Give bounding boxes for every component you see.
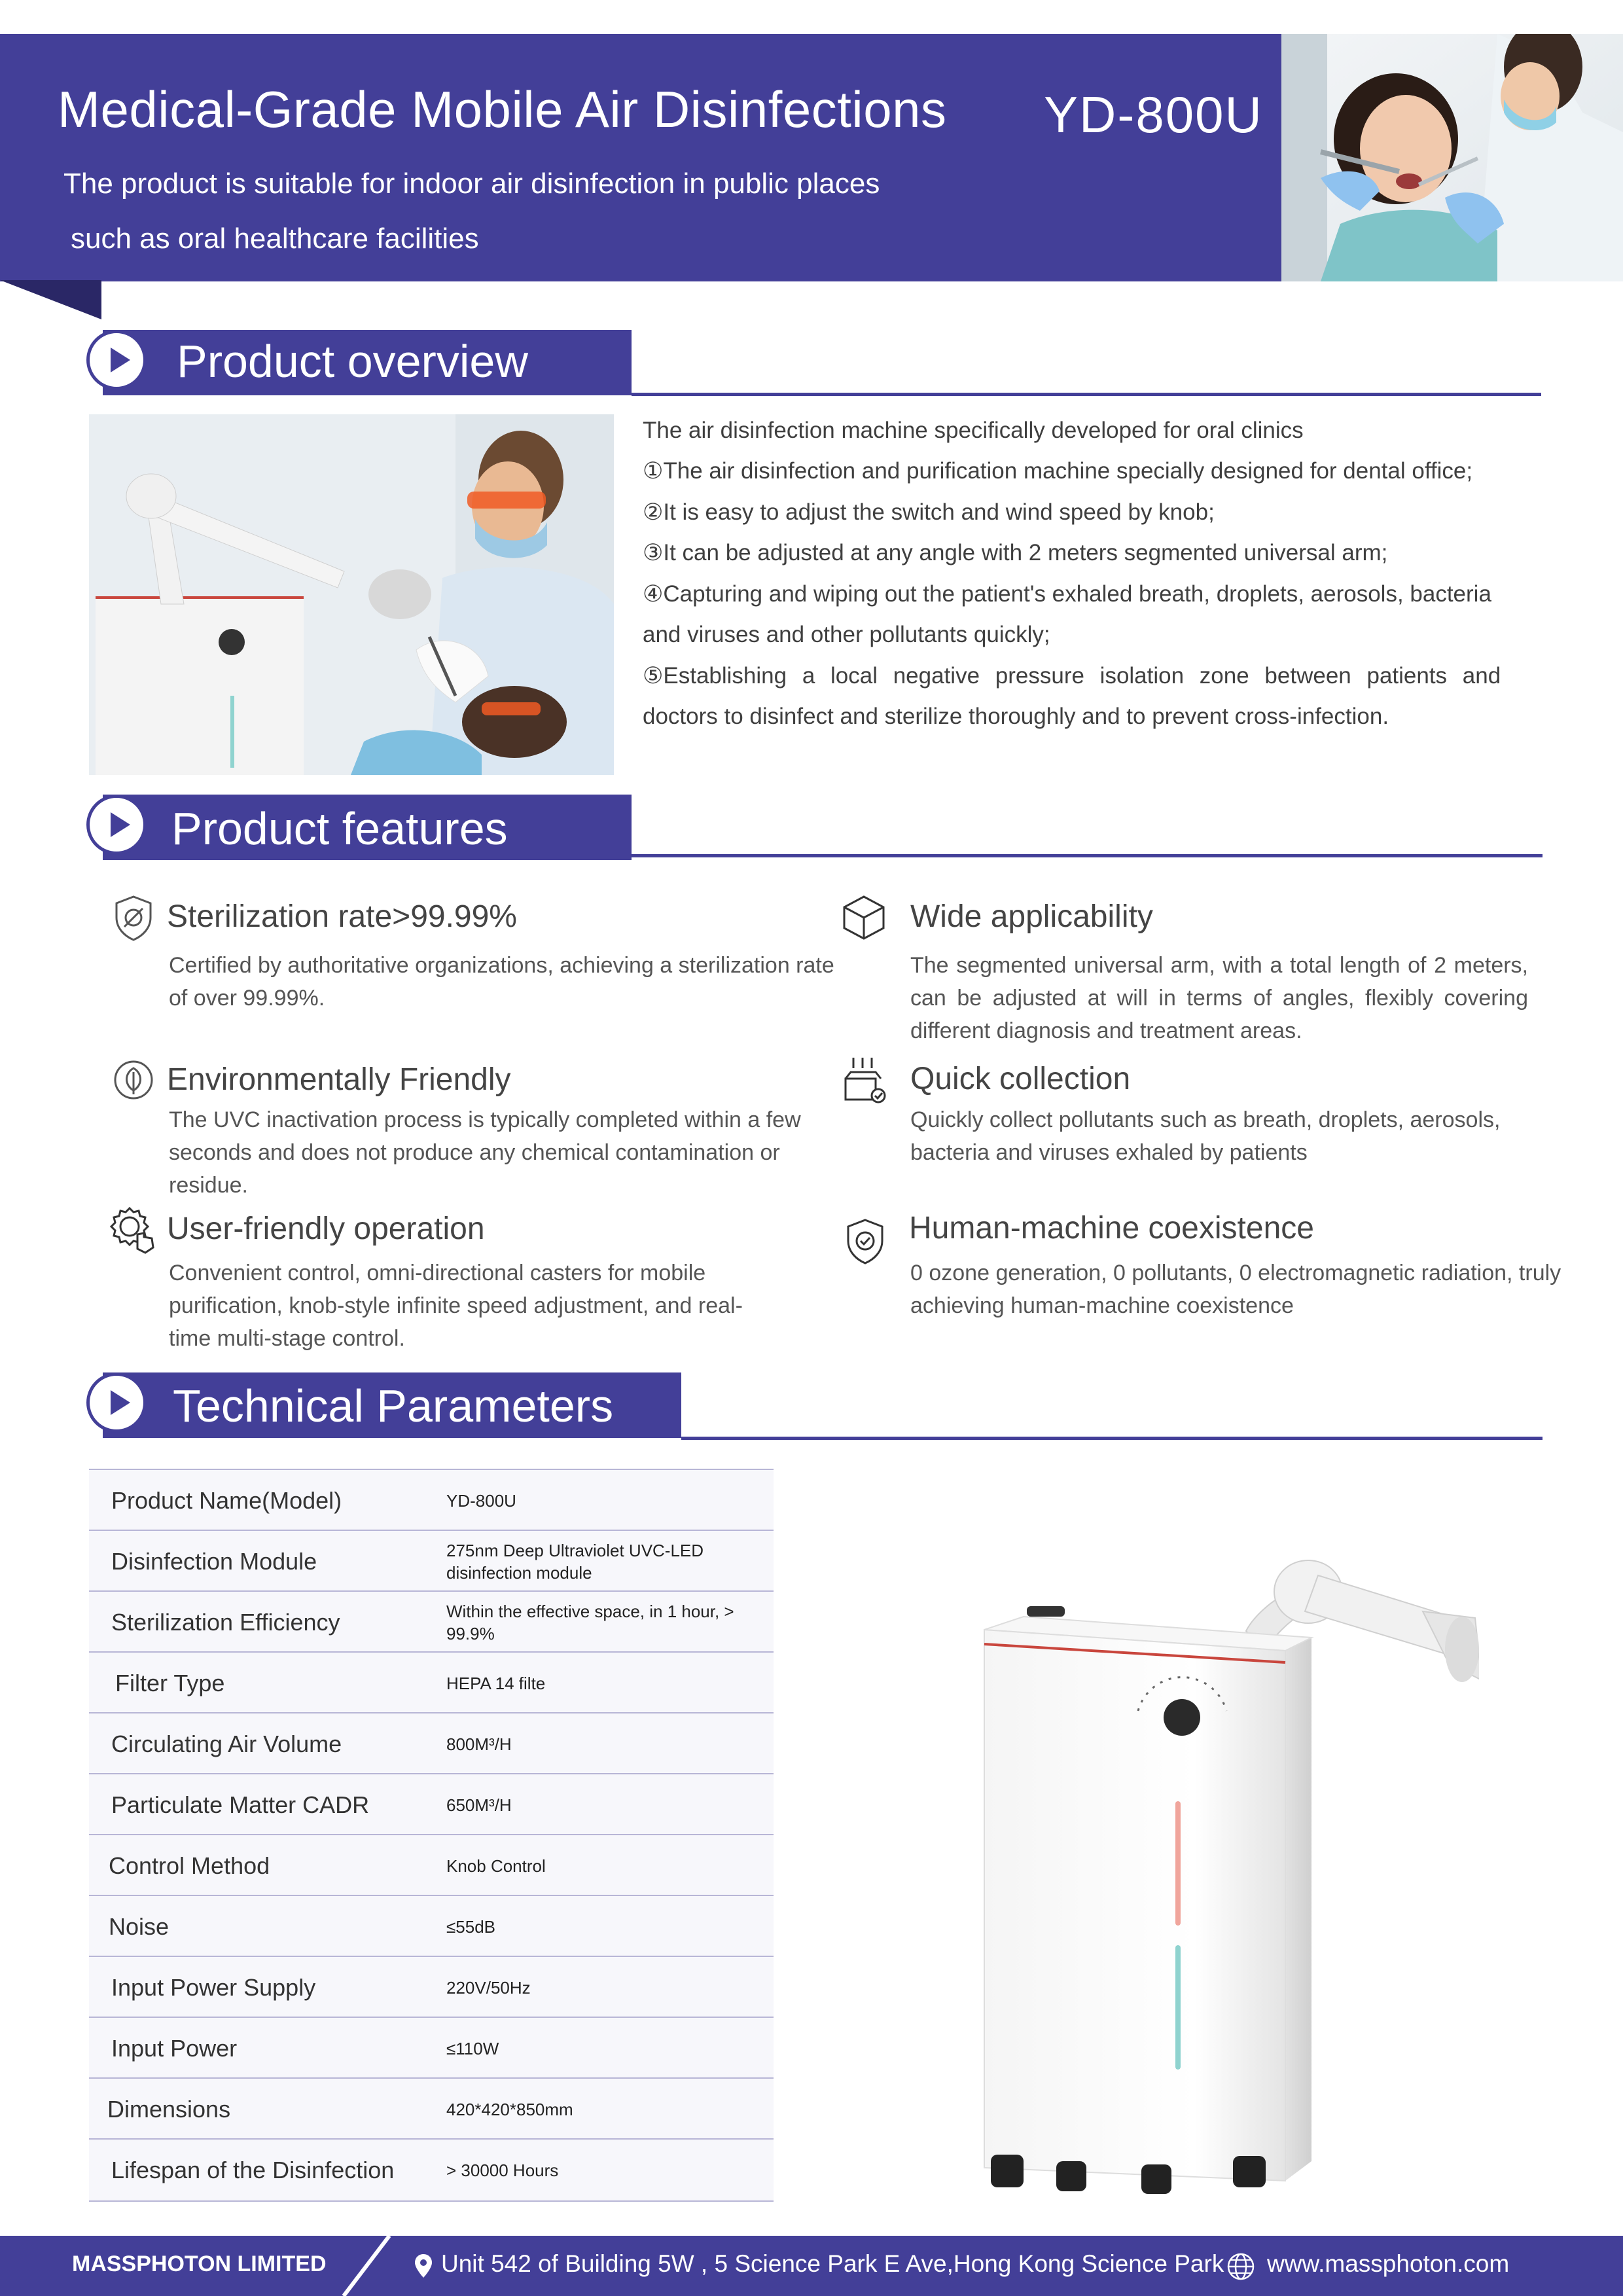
play-icon: [86, 1372, 147, 1433]
feature-title: Environmentally Friendly: [167, 1062, 511, 1097]
section-divider: [681, 1437, 1543, 1440]
feature-title: User-friendly operation: [167, 1211, 485, 1246]
feature-title: Human-machine coexistence: [909, 1211, 1314, 1246]
param-label: Product Name(Model): [111, 1487, 342, 1514]
footer-address: Unit 542 of Building 5W , 5 Science Park E Ave,Hong Kong Science Park: [441, 2250, 1224, 2277]
param-value: Within the effective space, in 1 hour, > 99.9%: [446, 1601, 734, 1643]
play-icon: [86, 795, 147, 855]
feature-title: Sterilization rate>99.99%: [167, 899, 517, 934]
table-row: [89, 1712, 774, 1774]
overview-line: ①The air disinfection and purification machine specially designed for dental office;: [643, 458, 1473, 484]
feature-title: Quick collection: [910, 1062, 1131, 1096]
table-row: [89, 2138, 774, 2202]
param-value: YD-800U: [446, 1490, 516, 1511]
param-value: 800M³/H: [446, 1734, 512, 1754]
param-value: 275nm Deep Ultraviolet UVC-LED disinfection module: [446, 1540, 704, 1583]
gear-hand-icon: [107, 1204, 157, 1254]
globe-icon: [1226, 2252, 1255, 2281]
eco-leaf-icon: [109, 1055, 158, 1105]
table-row: [89, 1651, 774, 1713]
header-subtitle-line2: such as oral healthcare facilities: [71, 223, 479, 255]
collection-box-icon: [839, 1055, 889, 1105]
section-title-parameters: Technical Parameters: [173, 1380, 614, 1431]
param-label: Noise: [109, 1913, 169, 1940]
website-link[interactable]: www.massphoton.com: [1267, 2250, 1510, 2277]
shield-check-icon: [840, 1216, 890, 1266]
table-row: [89, 1956, 774, 2018]
company-name: MASSPHOTON LIMITED: [72, 2251, 327, 2276]
section-divider: [632, 393, 1541, 396]
table-row: [89, 1530, 774, 1592]
feature-description: Convenient control, omni-directional casters for mobile purification, knob-style infinite speed adjustment, and real-time multi-stage control.: [169, 1261, 743, 1351]
table-row: [89, 2017, 774, 2079]
param-label: Input Power: [111, 2035, 238, 2062]
param-value: HEPA 14 filte: [446, 1673, 546, 1693]
cube-icon: [839, 893, 889, 942]
param-label: Lifespan of the Disinfection: [111, 2157, 395, 2183]
param-value: Knob Control: [446, 1856, 546, 1876]
param-value: > 30000 Hours: [446, 2160, 559, 2180]
overview-line: The air disinfection machine specifically developed for oral clinics: [643, 418, 1304, 443]
feature-description: The segmented universal arm, with a total length of 2 meters, can be adjusted at will in terms of angles, flexibly covering different diagnosis and treatment areas.: [910, 953, 1528, 1043]
param-label: Control Method: [109, 1852, 270, 1879]
feature-description: 0 ozone generation, 0 pollutants, 0 electromagnetic radiation, truly achieving human-machine coexistence: [910, 1261, 1561, 1318]
play-icon: [86, 330, 147, 390]
param-label: Filter Type: [115, 1670, 225, 1696]
feature-description: Certified by authoritative organizations, achieving a sterilization rate of over 99.99%.: [169, 953, 834, 1011]
dental-patient-photo: [1281, 34, 1623, 281]
param-value: ≤110W: [446, 2038, 499, 2058]
param-value: 650M³/H: [446, 1795, 512, 1815]
model-number: YD-800U: [1044, 86, 1263, 143]
table-row: [89, 2077, 774, 2140]
overview-line: ④Capturing and wiping out the patient's exhaled breath, droplets, aerosols, bacteria: [643, 581, 1491, 607]
table-row: [89, 1834, 774, 1896]
page-title: Medical-Grade Mobile Air Disinfections: [58, 81, 947, 138]
overview-line: ⑤Establishing a local negative pressure isolation zone between patients and: [643, 663, 1501, 689]
table-row: [89, 1590, 774, 1653]
dentist-with-device-photo: [89, 414, 614, 775]
overview-line: doctors to disinfect and sterilize thoroughly and to prevent cross-infection.: [643, 704, 1389, 729]
location-pin-icon: [414, 2253, 433, 2279]
param-value: ≤55dB: [446, 1916, 495, 1937]
overview-line: ③It can be adjusted at any angle with 2 meters segmented universal arm;: [643, 540, 1388, 565]
table-row: [89, 1895, 774, 1957]
overview-line: ②It is easy to adjust the switch and wind speed by knob;: [643, 499, 1215, 525]
header-tail-decoration: [0, 280, 101, 319]
section-divider: [632, 854, 1543, 857]
param-label: Sterilization Efficiency: [111, 1609, 340, 1636]
table-row: [89, 1773, 774, 1835]
feature-description: Quickly collect pollutants such as breath, droplets, aerosols, bacteria and viruses exhaled by patients: [910, 1107, 1501, 1165]
section-title-overview: Product overview: [177, 336, 528, 387]
section-title-features: Product features: [171, 803, 508, 854]
footer-divider-slash: [337, 2236, 396, 2296]
feature-title: Wide applicability: [910, 899, 1153, 934]
feature-description: The UVC inactivation process is typically completed within a few seconds and does not produce any chemical contamination or residue.: [169, 1107, 801, 1198]
shield-virus-icon: [109, 893, 158, 942]
param-label: Particulate Matter CADR: [111, 1791, 370, 1818]
table-row: [89, 1469, 774, 1531]
header-subtitle-line1: The product is suitable for indoor air disinfection in public places: [63, 168, 880, 200]
device-product-photo: [965, 1539, 1479, 2194]
param-label: Dimensions: [107, 2096, 231, 2123]
param-value: 420*420*850mm: [446, 2099, 573, 2119]
param-value: 220V/50Hz: [446, 1977, 531, 1998]
overview-line: and viruses and other pollutants quickly;: [643, 622, 1050, 647]
param-label: Circulating Air Volume: [111, 1731, 342, 1757]
param-label: Disinfection Module: [111, 1548, 317, 1575]
param-label: Input Power Supply: [111, 1974, 316, 2001]
